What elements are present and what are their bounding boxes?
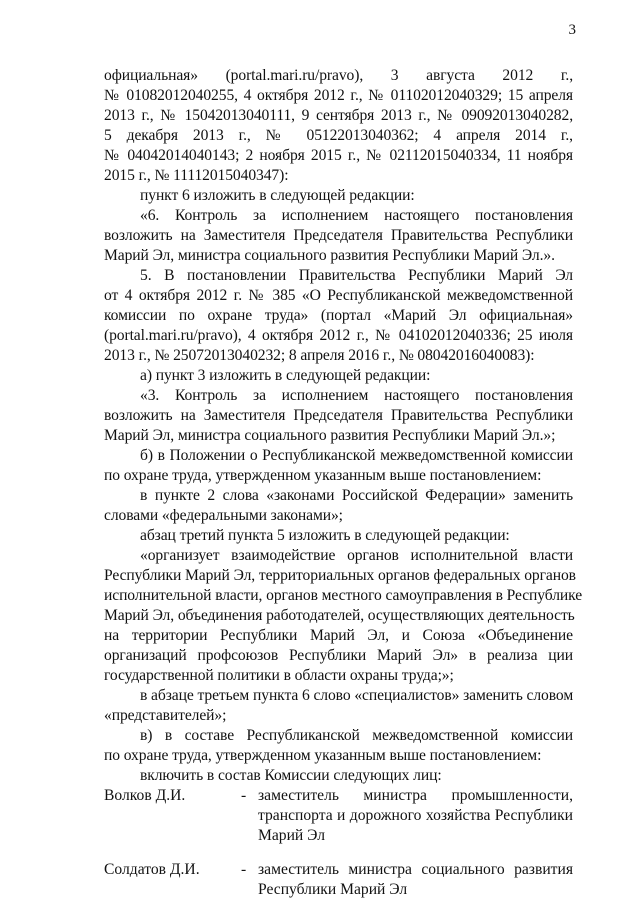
text-line: на территории Республики Марий Эл, и Союза «Объединение [104, 627, 573, 644]
member-role-line: заместитель министра социального развития [258, 861, 573, 878]
text-line: словами «федеральными законами»; [104, 507, 343, 524]
text-line: в) в составе Республиканской межведомственной комиссии [140, 727, 573, 744]
member-dash: - [241, 787, 247, 804]
text-line: по охране труда, утвержденном указанным выше постановлением: [104, 747, 542, 764]
member-role-line: Республики Марий Эл [258, 881, 408, 898]
text-line: № 01082012040255, 4 октября 2012 г., № 01102012040329; 15 апреля [104, 87, 573, 104]
text-line: 2015 г., № 11112015040347): [104, 167, 289, 184]
text-line: комиссии по охране труда» (портал «Марий Эл официальная» [104, 307, 573, 324]
text-line: организаций профсоюзов Республики Марий Эл» в реализа ции [104, 647, 573, 664]
text-line: возложить на Заместителя Председателя Правительства Республики [104, 227, 573, 244]
text-line: № 04042014040143; 2 ноября 2015 г., № 02112015040334, 11 ноября [104, 147, 573, 164]
text-line: Марий Эл, министра социального развития Республики Марий Эл.». [104, 247, 555, 264]
text-line: по охране труда, утвержденном указанным выше постановлением: [104, 467, 542, 484]
page-number: 3 [568, 22, 576, 38]
text-line: Марий Эл, министра социального развития Республики Марий Эл.»; [104, 427, 556, 444]
text-line: 5 декабря 2013 г., № 05122013040362; 4 апреля 2014 г., [104, 127, 573, 144]
member-name: Солдатов Д.И. [104, 861, 200, 878]
text-line: Марий Эл, объединения работодателей, осуществляющих деятельность [104, 607, 575, 624]
member-name: Волков Д.И. [104, 787, 186, 804]
text-line: абзац третий пункта 5 изложить в следующей редакции: [140, 527, 510, 544]
text-line: включить в состав Комиссии следующих лиц: [140, 767, 442, 784]
text-line: официальная» (portal.mari.ru/pravo), 3 августа 2012 г., [104, 67, 573, 84]
text-line: «организует взаимодействие органов исполнительной власти [140, 547, 573, 564]
text-line: исполнительной власти, органов местного самоуправления в Республике [104, 587, 583, 604]
text-line: 5. В постановлении Правительства Республики Марий Эл [140, 267, 573, 284]
member-role-line: Марий Эл [258, 827, 326, 844]
text-line: от 4 октября 2012 г. № 385 «О Республиканской межведомственной [104, 287, 573, 304]
text-line: б) в Положении о Республиканской межведомственной комиссии [140, 447, 573, 464]
text-line: а) пункт 3 изложить в следующей редакции: [140, 367, 431, 384]
text-line: возложить на Заместителя Председателя Правительства Республики [104, 407, 573, 424]
member-role-line: заместитель министра промышленности, [258, 787, 573, 804]
text-line: 2013 г., № 15042013040111, 9 сентября 2013 г., № 09092013040282, [104, 107, 573, 124]
text-line: пункт 6 изложить в следующей редакции: [140, 187, 415, 204]
text-line: «6. Контроль за исполнением настоящего постановления [140, 207, 573, 224]
text-line: (portal.mari.ru/pravo), 4 октября 2012 г., № 04102012040336; 25 июля [104, 327, 573, 344]
text-line: Республики Марий Эл, территориальных органов федеральных органов [104, 567, 576, 584]
member-role-line: транспорта и дорожного хозяйства Республики [258, 807, 573, 824]
text-line: в абзаце третьем пункта 6 слово «специалистов» заменить словом [140, 687, 574, 704]
text-line: 2013 г., № 25072013040232; 8 апреля 2016 г., № 08042016040083): [104, 347, 535, 364]
text-line: «3. Контроль за исполнением настоящего постановления [140, 387, 573, 404]
text-line: государственной политики в области охраны труда;»; [104, 667, 454, 684]
member-dash: - [241, 861, 247, 878]
text-line: в пункте 2 слова «законами Российской Федерации» заменить [140, 487, 573, 504]
text-line: «представителей»; [104, 707, 227, 724]
